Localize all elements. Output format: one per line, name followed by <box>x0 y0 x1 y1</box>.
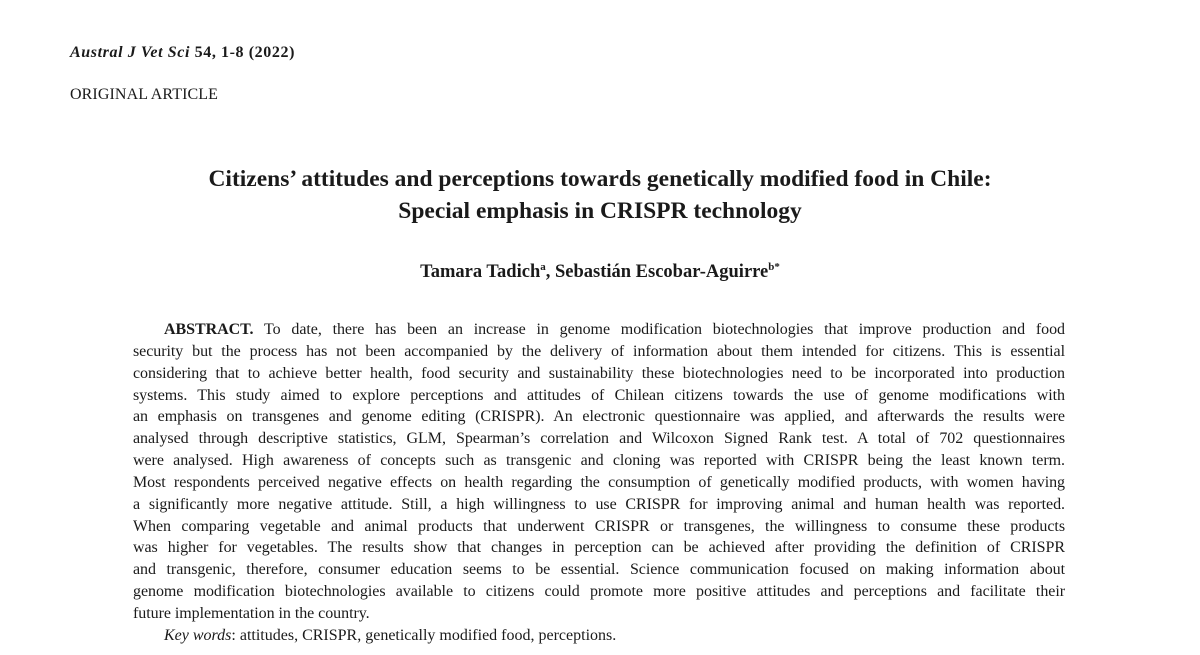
title-line-2: Special emphasis in CRISPR technology <box>398 198 802 224</box>
author-list <box>60 261 1140 283</box>
abstract-line: genome modification biotechnologies available to citizens could promote more positive attitudes and perceptions and facilitate their <box>133 583 1065 601</box>
abstract <box>133 319 1065 625</box>
abstract-line: analysed through descriptive statistics, GLM, Spearman’s correlation and Wilcoxon Signed Rank test. A total of 702 questionnaires <box>133 430 1065 448</box>
abstract-text: To date, there has been an increase in genome modification biotechnologies that improve production and food <box>253 321 1065 338</box>
author-separator: , <box>545 262 555 282</box>
volume-pages-year: 54, 1-8 (2022) <box>194 44 296 61</box>
keywords-label: Key words <box>164 627 232 644</box>
affiliation-mark: a <box>540 261 546 273</box>
abstract-line: was higher for vegetables. The results show that changes in perception can be achieved after providing the definition of CRISPR <box>133 539 1065 557</box>
section-label: ORIGINAL ARTICLE <box>70 86 219 103</box>
keywords-text: attitudes, CRISPR, genetically modified food, perceptions. <box>239 627 617 644</box>
affiliation-mark: b* <box>768 261 780 273</box>
author-name: Tamara Tadich <box>420 262 541 282</box>
journal-citation <box>70 44 295 62</box>
article-title <box>60 163 1140 227</box>
keywords <box>164 627 616 645</box>
abstract-line: were analysed. High awareness of concepts such as transgenic and cloning was reported with CRISPR being the least known term. <box>133 452 1065 470</box>
abstract-line: and transgenic, therefore, consumer education seems to be essential. Science communication focused on making information about <box>133 561 1065 579</box>
journal-name: Austral J Vet Sci <box>70 44 191 61</box>
abstract-line: Most respondents perceived negative effects on health regarding the consumption of genetically modified products, with women having <box>133 473 1065 491</box>
abstract-heading: ABSTRACT. <box>164 321 254 338</box>
keywords-separator: : <box>231 627 240 644</box>
abstract-line: systems. This study aimed to explore perceptions and attitudes of Chilean citizens towards the use of genome modifications with <box>133 386 1065 404</box>
abstract-line <box>133 319 1065 341</box>
abstract-line: an emphasis on transgenes and genome editing (CRISPR). An electronic questionnaire was applied, and afterwards the results were <box>133 408 1065 426</box>
title-line-1: Citizens’ attitudes and perceptions towards genetically modified food in Chile: <box>208 166 992 192</box>
abstract-line: security but the process has not been accompanied by the delivery of information about them intended for citizens. This is essential <box>133 342 1065 360</box>
abstract-line: When comparing vegetable and animal products that underwent CRISPR or transgenes, the willingness to consume these products <box>133 517 1065 535</box>
abstract-line: considering that to achieve better health, food security and sustainability these biotechnologies need to be incorporated into production <box>133 364 1065 382</box>
abstract-line: future implementation in the country. <box>133 604 370 622</box>
abstract-line: a significantly more negative attitude. Still, a high willingness to use CRISPR for improving animal and human health was reported. <box>133 495 1065 513</box>
author-name: Sebastián Escobar-Aguirre <box>554 262 769 282</box>
